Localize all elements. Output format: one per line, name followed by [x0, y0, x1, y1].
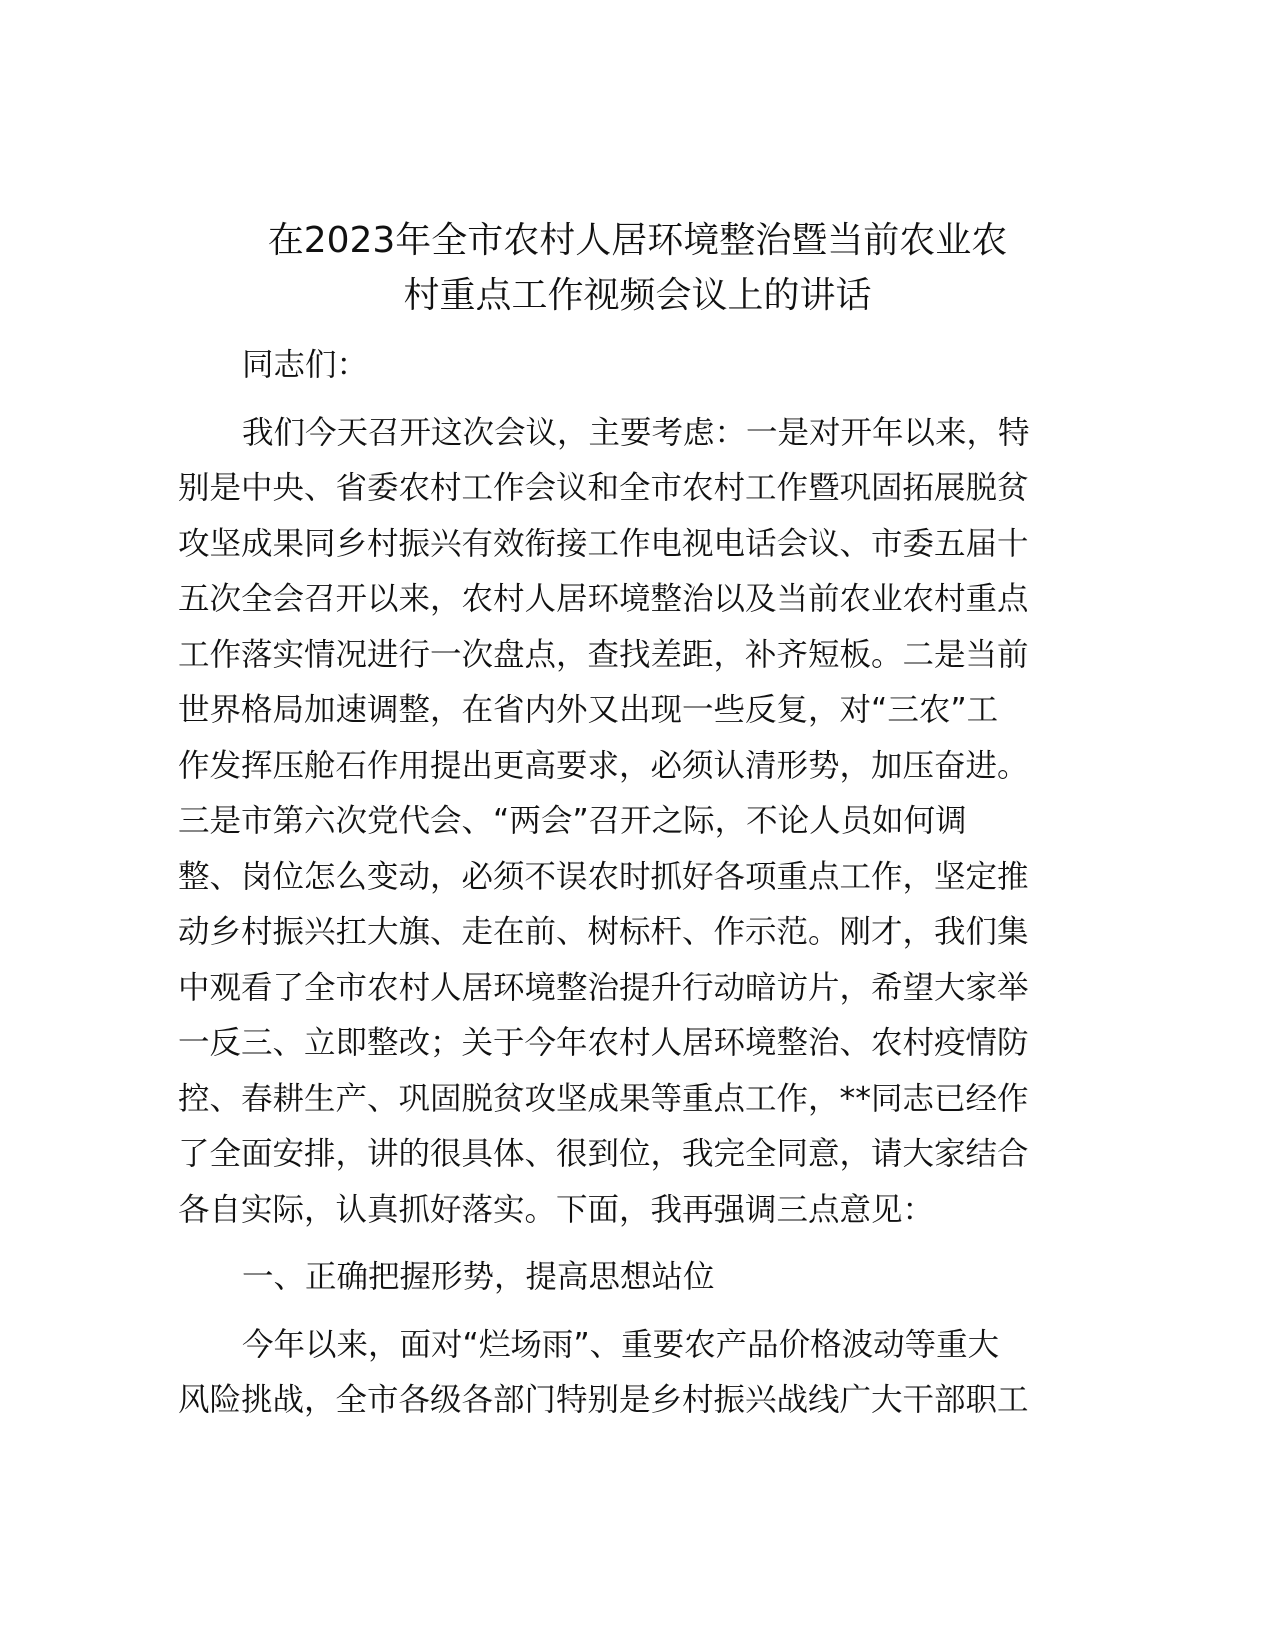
text-line: 世界格局加速调整，在省内外又出现一些反复，对“三农”工	[178, 692, 999, 728]
text-line: 动乡村振兴扛大旗、走在前、树标杆、作示范。刚才，我们集	[178, 914, 1029, 950]
text-line: 五次全会召开以来，农村人居环境整治以及当前农业农村重点	[178, 581, 1029, 617]
text-line: 各自实际，认真抓好落实。下面，我再强调三点意见：	[178, 1191, 935, 1228]
document-title	[0, 213, 1275, 323]
text-line: 一、正确把握形势，提高思想站位	[242, 1259, 715, 1295]
title-line: 在2023年全市农村人居环境整治暨当前农业农	[267, 220, 1008, 261]
section-heading	[178, 1250, 1038, 1306]
text-line: 一反三、立即整改；关于今年农村人居环境整治、农村疫情防	[178, 1025, 1029, 1061]
text-line: 别是中央、省委农村工作会议和全市农村工作暨巩固拓展脱贫	[178, 470, 1029, 506]
document-body	[178, 338, 1038, 1441]
text-line: 我们今天召开这次会议，主要考虑：一是对开年以来，特	[242, 414, 1030, 451]
text-line: 了全面安排，讲的很具体、很到位，我完全同意，请大家结合	[178, 1136, 1029, 1172]
text-line: 今年以来，面对“烂场雨”、重要农产品价格波动等重大	[242, 1326, 1000, 1363]
text-line: 中观看了全市农村人居环境整治提升行动暗访片，希望大家举	[178, 969, 1029, 1006]
paragraph	[178, 406, 1038, 1239]
paragraph	[178, 1318, 1038, 1429]
text-line: 作发挥压舱石作用提出更高要求，必须认清形势，加压奋进。	[178, 747, 1029, 784]
salutation	[178, 338, 1038, 394]
text-line: 整、岗位怎么变动，必须不误农时抓好各项重点工作，坚定推	[178, 858, 1029, 895]
text-line: 同志们：	[242, 347, 369, 383]
text-line: 攻坚成果同乡村振兴有效衔接工作电视电话会议、市委五届十	[178, 525, 1029, 562]
text-line: 工作落实情况进行一次盘点，查找差距，补齐短板。二是当前	[178, 636, 1029, 673]
title-line: 村重点工作视频会议上的讲话	[403, 275, 872, 316]
text-line: 三是市第六次党代会、“两会”召开之际，不论人员如何调	[178, 803, 967, 839]
text-line: 风险挑战，全市各级各部门特别是乡村振兴战线广大干部职工	[178, 1382, 1029, 1418]
text-line: 控、春耕生产、巩固脱贫攻坚成果等重点工作，**同志已经作	[178, 1080, 1029, 1117]
